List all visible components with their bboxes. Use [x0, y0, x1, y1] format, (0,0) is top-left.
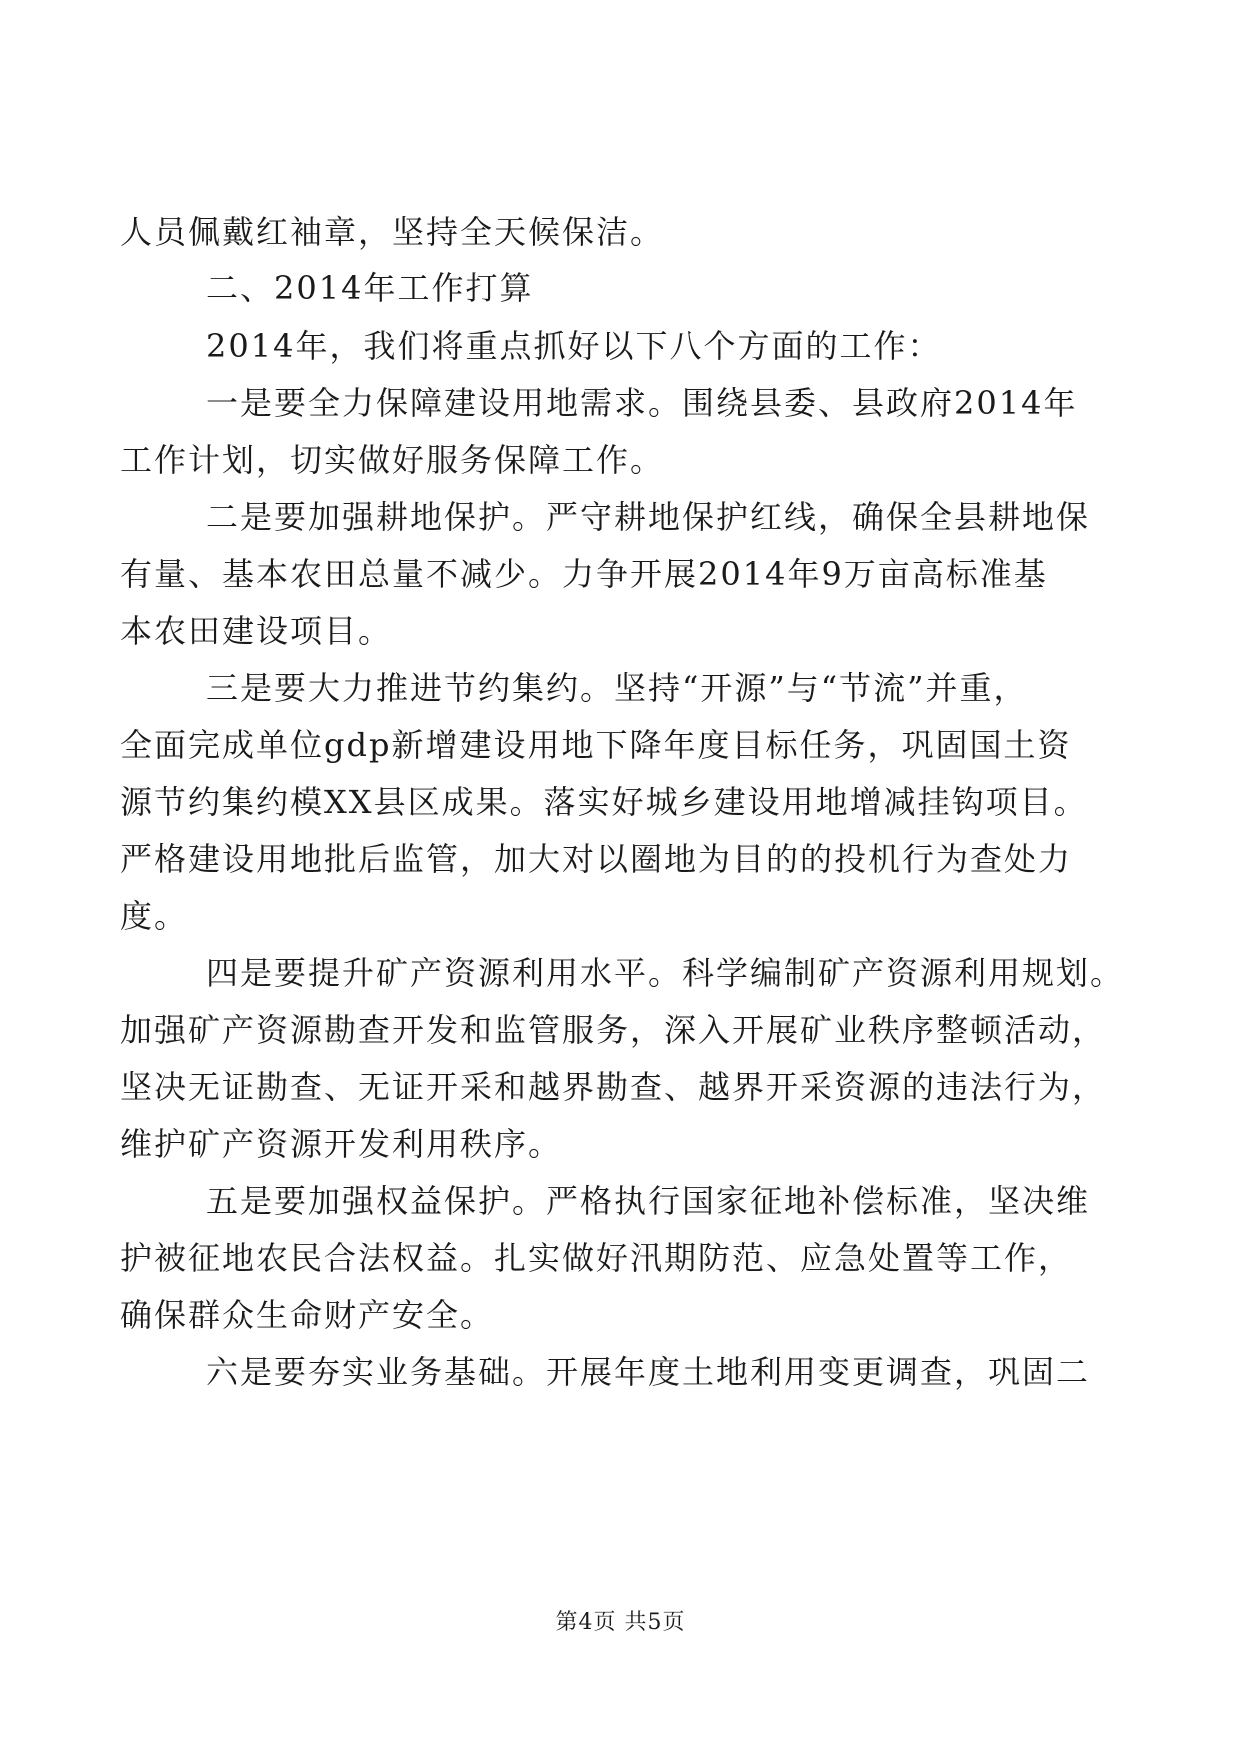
text-line: 全面完成单位gdp新增建设用地下降年度目标任务，巩固国土资	[120, 726, 1072, 764]
text-line: 度。	[120, 897, 189, 935]
text-line: 工作计划，切实做好服务保障工作。	[120, 441, 665, 479]
text-line: 确保群众生命财产安全。	[120, 1296, 495, 1334]
text-line: 四是要提升矿产资源利用水平。科学编制矿产资源利用规划。	[206, 954, 1125, 992]
text-line: 人员佩戴红袖章，坚持全天候保洁。	[120, 213, 665, 251]
text-line: 六是要夯实业务基础。开展年度土地利用变更调查，巩固二	[206, 1353, 1091, 1391]
text-line: 五是要加强权益保护。严格执行国家征地补偿标准，坚决维	[206, 1182, 1091, 1220]
text-line: 维护矿产资源开发利用秩序。	[120, 1125, 563, 1163]
text-line: 护被征地农民合法权益。扎实做好汛期防范、应急处置等工作，	[120, 1239, 1073, 1277]
text-line: 三是要大力推进节约集约。坚持“开源”与“节流”并重，	[206, 669, 1028, 707]
page-number-footer: 第4页 共5页	[555, 1610, 686, 1635]
text-line: 严格建设用地批后监管，加大对以圈地为目的的投机行为查处力	[120, 840, 1073, 878]
text-line: 本农田建设项目。	[120, 612, 393, 650]
text-line: 2014年，我们将重点抓好以下八个方面的工作：	[206, 327, 942, 365]
text-line: 坚决无证勘查、无证开采和越界勘查、越界开采资源的违法行为，	[120, 1068, 1107, 1106]
text-line: 有量、基本农田总量不减少。力争开展2014年9万亩高标准基	[120, 555, 1048, 593]
text-line: 加强矿产资源勘查开发和监管服务，深入开展矿业秩序整顿活动，	[120, 1011, 1107, 1049]
text-line: 二是要加强耕地保护。严守耕地保护红线，确保全县耕地保	[206, 498, 1091, 536]
text-line: 一是要全力保障建设用地需求。围绕县委、县政府2014年	[206, 384, 1078, 422]
text-line: 源节约集约模XX县区成果。落实好城乡建设用地增减挂钩项目。	[120, 783, 1088, 821]
section-heading: 二、2014年工作打算	[206, 269, 534, 307]
